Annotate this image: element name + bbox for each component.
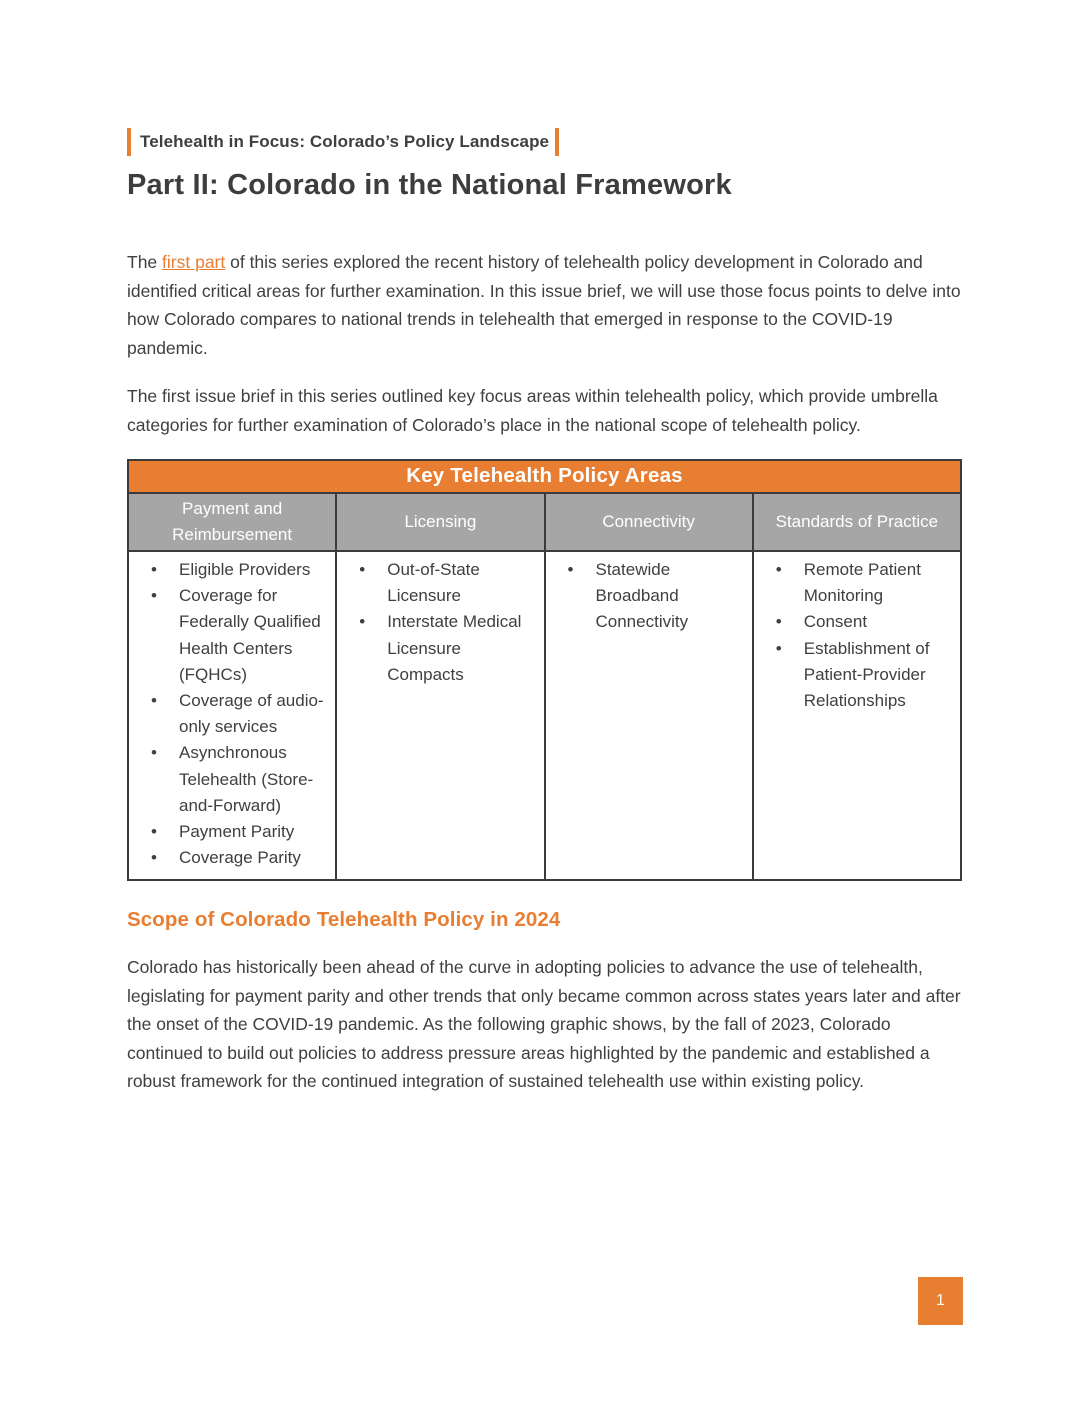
list-item: • Consent xyxy=(754,609,952,635)
column-header-payment-reimbursement: Payment and Reimbursement xyxy=(128,493,336,551)
list-item: • Asynchronous Telehealth (Store-and-Forward) xyxy=(129,740,327,819)
kicker-text: Telehealth in Focus: Colorado’s Policy Landscape xyxy=(140,132,550,151)
second-paragraph: The first issue brief in this series outlined key focus areas within telehealth policy, which provide umbrella categories for further examination of Colorado’s place in the national scope of telehealth policy. xyxy=(127,386,938,435)
column-connectivity xyxy=(545,551,753,880)
payment-reimbursement-list xyxy=(129,557,327,871)
column-header-standards-of-practice: Standards of Practice xyxy=(753,493,961,551)
column-standards-of-practice xyxy=(753,551,961,880)
policy-areas-table xyxy=(127,459,962,881)
section-heading-scope: Scope of Colorado Telehealth Policy in 2024 xyxy=(127,908,561,932)
list-item: • Coverage Parity xyxy=(129,845,327,871)
list-item: • Payment Parity xyxy=(129,819,327,845)
licensing-list xyxy=(337,557,535,688)
kicker-bar-right xyxy=(555,128,559,156)
page-number-badge: 1 xyxy=(918,1277,963,1325)
list-item: • Statewide Broadband Connectivity xyxy=(546,557,744,636)
column-payment-reimbursement xyxy=(128,551,336,880)
list-item: • Remote Patient Monitoring xyxy=(754,557,952,609)
document-page xyxy=(127,128,962,1116)
list-item: • Interstate Medical Licensure Compacts xyxy=(337,609,535,688)
intro-paragraph xyxy=(127,248,962,362)
list-item: • Out-of-State Licensure xyxy=(337,557,535,609)
connectivity-list xyxy=(546,557,744,636)
list-item: • Coverage for Federally Qualified Health Centers (FQHCs) xyxy=(129,583,327,688)
table-title: Key Telehealth Policy Areas xyxy=(128,460,961,493)
column-licensing xyxy=(336,551,544,880)
table-title-row xyxy=(128,460,961,493)
kicker xyxy=(127,128,559,156)
column-header-licensing: Licensing xyxy=(336,493,544,551)
scope-paragraph: Colorado has historically been ahead of the curve in adopting policies to advance the use of telehealth, legislating for payment parity and other trends that only became common across states years later and after the onset of the COVID-19 pandemic. As the following graphic shows, by the fall of 2023, Colorado continued to build out policies to address pressure areas highlighted by the pandemic and established a robust framework for the continued integration of sustained telehealth use within existing policy. xyxy=(127,957,961,1092)
intro-pre-link-text: The xyxy=(127,252,163,272)
list-item: • Coverage of audio-only services xyxy=(129,688,327,740)
page-title: Part II: Colorado in the National Framework xyxy=(127,169,732,201)
column-header-connectivity: Connectivity xyxy=(545,493,753,551)
first-part-link[interactable]: first part xyxy=(162,252,226,272)
table-body-row xyxy=(128,551,961,880)
list-item: • Establishment of Patient-Provider Relationships xyxy=(754,636,952,715)
table-header-row xyxy=(128,493,961,551)
list-item: • Eligible Providers xyxy=(129,557,327,583)
intro-post-link-text: of this series explored the recent history of telehealth policy development in Colorado and identified critical areas for further examination. In this issue brief, we will use those focus points to delve into how Colorado compares to national trends in telehealth that emerged in response to the COVID-19 pandemic. xyxy=(127,252,961,358)
standards-of-practice-list xyxy=(754,557,952,714)
